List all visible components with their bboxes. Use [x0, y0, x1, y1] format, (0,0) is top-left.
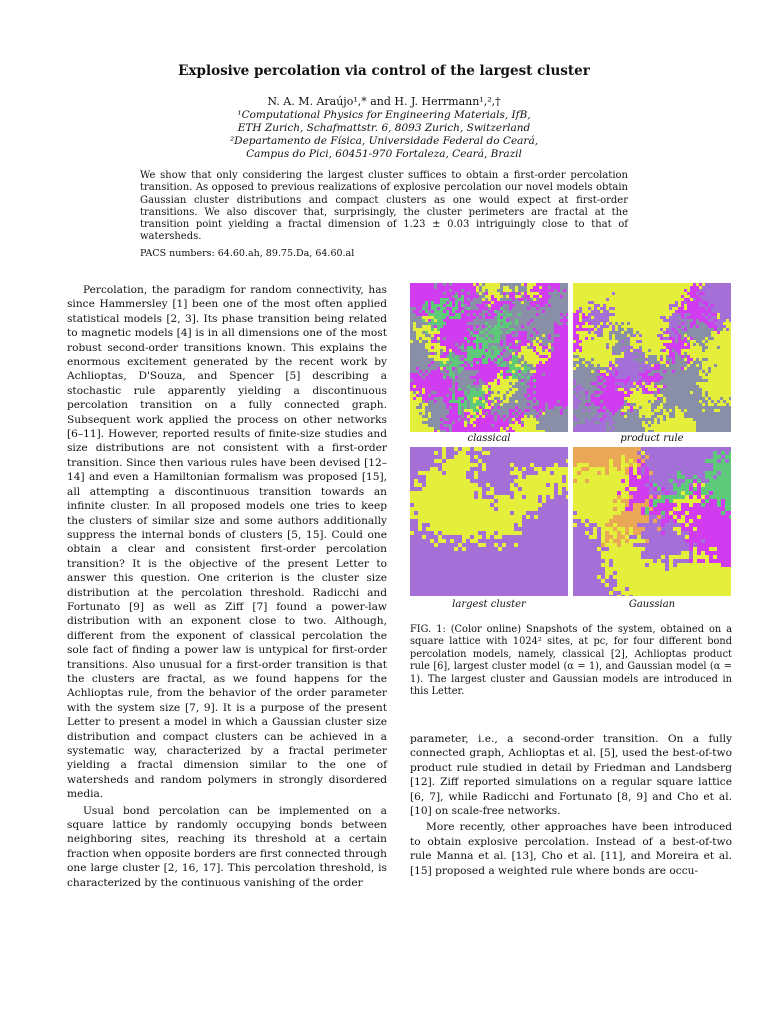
panel-label: product rule	[620, 433, 684, 444]
left-column	[67, 283, 387, 892]
author-list: N. A. M. Araújo¹,* and H. J. Herrmann¹,²,†	[267, 95, 501, 108]
affiliation-line: ²Departamento de Física, Universidade Federal do Ceará,	[229, 135, 539, 147]
paragraph: More recently, other approaches have been introduced to obtain explosive percolation. Instead of a best-of-two rule Manna et al. [13], Cho et al. [11], and Moreira et al. [15] proposed a weighted rule where bonds are occu-	[410, 821, 732, 877]
snapshot-image	[410, 283, 568, 432]
paper-title: Explosive percolation via control of the largest cluster	[178, 63, 590, 79]
panel-product-rule	[573, 283, 731, 432]
panel-label: largest cluster	[452, 599, 526, 610]
affiliation-line: ETH Zurich, Schafmattstr. 6, 8093 Zurich, Switzerland	[237, 122, 531, 134]
figure-1	[410, 283, 732, 613]
paragraph: Percolation, the paradigm for random connectivity, has since Hammersley [1] been one of the most often applied statistical models [2, 3]. Its phase transition being related to magnetic models [4] is in all dimensions one of the most robust second-order transitions known. This explains the enormous excitement generated by the recent work by Achlioptas, D'Souza, and Spencer [5] describing a stochastic rule apparently yielding a discontinuous percolation transition on a fully connected graph. Subsequent work applied the process on other networks [6–11]. However, reported results of finite-size studies and size distributions are not consistent with a first-order transition. Since then various rules have been devised [12–14] and even a Hamiltonian formalism was proposed [15], all attempting a discontinuous transition towards an infinite cluster. In all proposed models one tries to keep the clusters of similar size and some authors additionally suppress the internal bonds of clusters [5, 15]. Could one obtain a clear and consistent first-order percolation transition? It is the objective of the present Letter to answer this question. One criterion is the cluster size distribution at the percolation threshold. Radicchi and Fortunato [9] as well as Ziff [7] found a power-law distribution with an exponent close to two. Although, different from the exponent of classical percolation the sole fact of finding a power law is untypical for first-order transitions. Also unusual for a first-order transition is that the clusters are fractal, as we found happens for the Achlioptas rule, from the behavior of the order parameter with the system size [7, 9]. It is a purpose of the present Letter to present a model in which a Gaussian cluster size distribution and compact clusters can be achieved in a systematic way, characterized by a fractal perimeter yielding a fractal dimension similar to the one of watersheds and random polymers in strongly disordered media.	[67, 284, 387, 801]
panel-label: classical	[467, 433, 511, 444]
abstract: We show that only considering the largest cluster suffices to obtain a first-order percolation transition. As opposed to previous realizations of explosive percolation our novel models obtain Gaussian cluster distributions and compact clusters as one would expect at first-order transitions. We also discover that, surprisingly, the cluster perimeters are fractal at the transition point yielding a fractal dimension of 1.23 ± 0.03 intriguingly close to that of watersheds.	[140, 170, 628, 243]
pacs-numbers: PACS numbers: 64.60.ah, 89.75.Da, 64.60.al	[140, 248, 355, 259]
panel-classical	[410, 283, 568, 432]
paragraph: parameter, i.e., a second-order transition. On a fully connected graph, Achlioptas et al. [5], used the best-of-two product rule studied in detail by Friedman and Landsberg [12]. Ziff reported simulations on a regular square lattice [6, 7], while Radicchi and Fortunato [8, 9] and Cho et al. [10] on scale-free networks.	[410, 733, 732, 818]
affiliation-line: Campus do Pici, 60451-970 Fortaleza, Ceará, Brazil	[246, 148, 522, 160]
affiliation-line: ¹Computational Physics for Engineering Materials, IfB,	[237, 109, 531, 121]
snapshot-image	[573, 447, 731, 596]
figure-caption: FIG. 1: (Color online) Snapshots of the system, obtained on a square lattice with 1024² sites, at pc, for four different bond percolation models, namely, classical [2], Achlioptas product rule [6], largest cluster model (α = 1), and Gaussian model (α = 1). The largest cluster and Gaussian models are introduced in this Letter.	[410, 624, 732, 698]
paragraph: Usual bond percolation can be implemented on a square lattice by randomly occupying bonds between neighboring sites, reaching its threshold at a certain fraction when opposite borders are first connected through one large cluster [2, 16, 17]. This percolation threshold, is characterized by the continuous vanishing of the order	[67, 804, 387, 889]
affiliations	[0, 109, 768, 161]
panel-largest-cluster	[410, 447, 568, 596]
snapshot-image	[573, 283, 731, 432]
panel-gaussian	[573, 447, 731, 596]
panel-label: Gaussian	[628, 599, 676, 610]
snapshot-image	[410, 447, 568, 596]
right-column	[410, 732, 732, 880]
